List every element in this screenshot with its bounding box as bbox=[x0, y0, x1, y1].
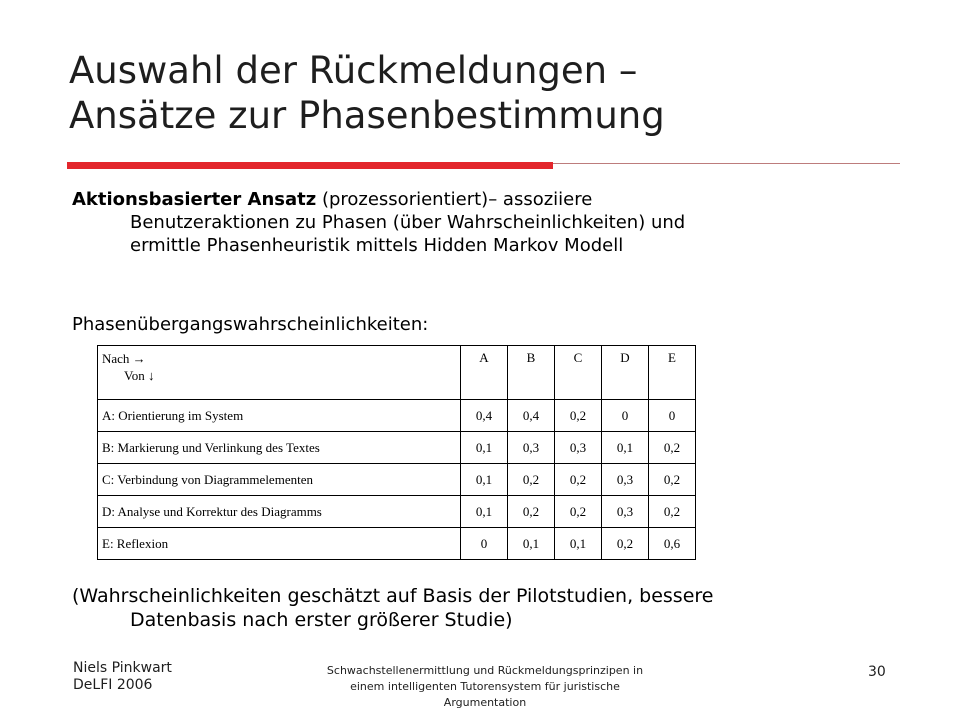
corner-von: Von ↓ bbox=[124, 368, 155, 383]
table-cell: 0,1 bbox=[508, 528, 555, 560]
column-header-e: E bbox=[649, 346, 696, 400]
page-number: 30 bbox=[868, 664, 886, 680]
table-cell: 0,6 bbox=[649, 528, 696, 560]
note-paragraph bbox=[72, 584, 872, 632]
table-row bbox=[98, 400, 696, 432]
row-label: A: Orientierung im System bbox=[98, 400, 461, 432]
table-row bbox=[98, 496, 696, 528]
column-header-a: A bbox=[461, 346, 508, 400]
table-row bbox=[98, 432, 696, 464]
title-line-1: Auswahl der Rückmeldungen – bbox=[69, 49, 638, 92]
footer-center-line-3: Argumentation bbox=[443, 696, 527, 709]
table-cell: 0,1 bbox=[461, 464, 508, 496]
table-cell: 0,2 bbox=[649, 432, 696, 464]
table-cell: 0,2 bbox=[649, 464, 696, 496]
table-row bbox=[98, 464, 696, 496]
table-cell: 0,3 bbox=[602, 496, 649, 528]
table-cell: 0,2 bbox=[555, 496, 602, 528]
row-label: E: Reflexion bbox=[98, 528, 461, 560]
table-cell: 0,2 bbox=[555, 464, 602, 496]
title-line-2: Ansätze zur Phasenbestimmung bbox=[69, 94, 665, 137]
intro-line-1-rest: (prozessorientiert)– assoziiere bbox=[316, 189, 593, 210]
slide-title bbox=[69, 48, 929, 138]
column-header-b: B bbox=[508, 346, 555, 400]
table-cell: 0,2 bbox=[508, 464, 555, 496]
table-cell: 0 bbox=[602, 400, 649, 432]
column-header-c: C bbox=[555, 346, 602, 400]
row-label: C: Verbindung von Diagrammelementen bbox=[98, 464, 461, 496]
footer-author-block bbox=[73, 660, 172, 694]
table-cell: 0,2 bbox=[602, 528, 649, 560]
intro-bold-term: Aktionsbasierter Ansatz bbox=[72, 189, 317, 210]
footer-center-line-2: einem intelligenten Tutorensystem für juristische bbox=[350, 680, 620, 693]
title-thin-rule bbox=[553, 163, 900, 164]
table-cell: 0 bbox=[461, 528, 508, 560]
intro-paragraph bbox=[72, 188, 862, 257]
table-header-row bbox=[98, 346, 696, 400]
intro-line-2: Benutzeraktionen zu Phasen (über Wahrscheinlichkeiten) und bbox=[130, 212, 686, 233]
row-label: D: Analyse und Korrektur des Diagramms bbox=[98, 496, 461, 528]
footer-talk-title bbox=[285, 663, 685, 711]
column-header-d: D bbox=[602, 346, 649, 400]
table-cell: 0,3 bbox=[508, 432, 555, 464]
footer-author: Niels Pinkwart bbox=[73, 660, 172, 676]
table-cell: 0,4 bbox=[461, 400, 508, 432]
table-cell: 0,1 bbox=[461, 496, 508, 528]
corner-cell bbox=[98, 346, 461, 400]
table-cell: 0,3 bbox=[555, 432, 602, 464]
table-cell: 0 bbox=[649, 400, 696, 432]
corner-nach: Nach → bbox=[102, 351, 146, 366]
table-cell: 0,2 bbox=[555, 400, 602, 432]
table-cell: 0,3 bbox=[602, 464, 649, 496]
transition-table bbox=[97, 345, 696, 560]
note-line-1: (Wahrscheinlichkeiten geschätzt auf Basis der Pilotstudien, bessere bbox=[72, 585, 714, 607]
title-accent-rule bbox=[67, 162, 553, 169]
row-label: B: Markierung und Verlinkung des Textes bbox=[98, 432, 461, 464]
note-line-2: Datenbasis nach erster größerer Studie) bbox=[130, 609, 513, 631]
table-cell: 0,1 bbox=[602, 432, 649, 464]
table-cell: 0,2 bbox=[649, 496, 696, 528]
table-cell: 0,4 bbox=[508, 400, 555, 432]
table-cell: 0,1 bbox=[555, 528, 602, 560]
intro-line-3: ermittle Phasenheuristik mittels Hidden Markov Modell bbox=[130, 235, 624, 256]
footer-conference: DeLFI 2006 bbox=[73, 677, 153, 693]
table-row bbox=[98, 528, 696, 560]
table-cell: 0,2 bbox=[508, 496, 555, 528]
table-cell: 0,1 bbox=[461, 432, 508, 464]
table-caption: Phasenübergangswahrscheinlichkeiten: bbox=[72, 314, 429, 335]
footer-center-line-1: Schwachstellenermittlung und Rückmeldungsprinzipen in bbox=[326, 664, 644, 677]
